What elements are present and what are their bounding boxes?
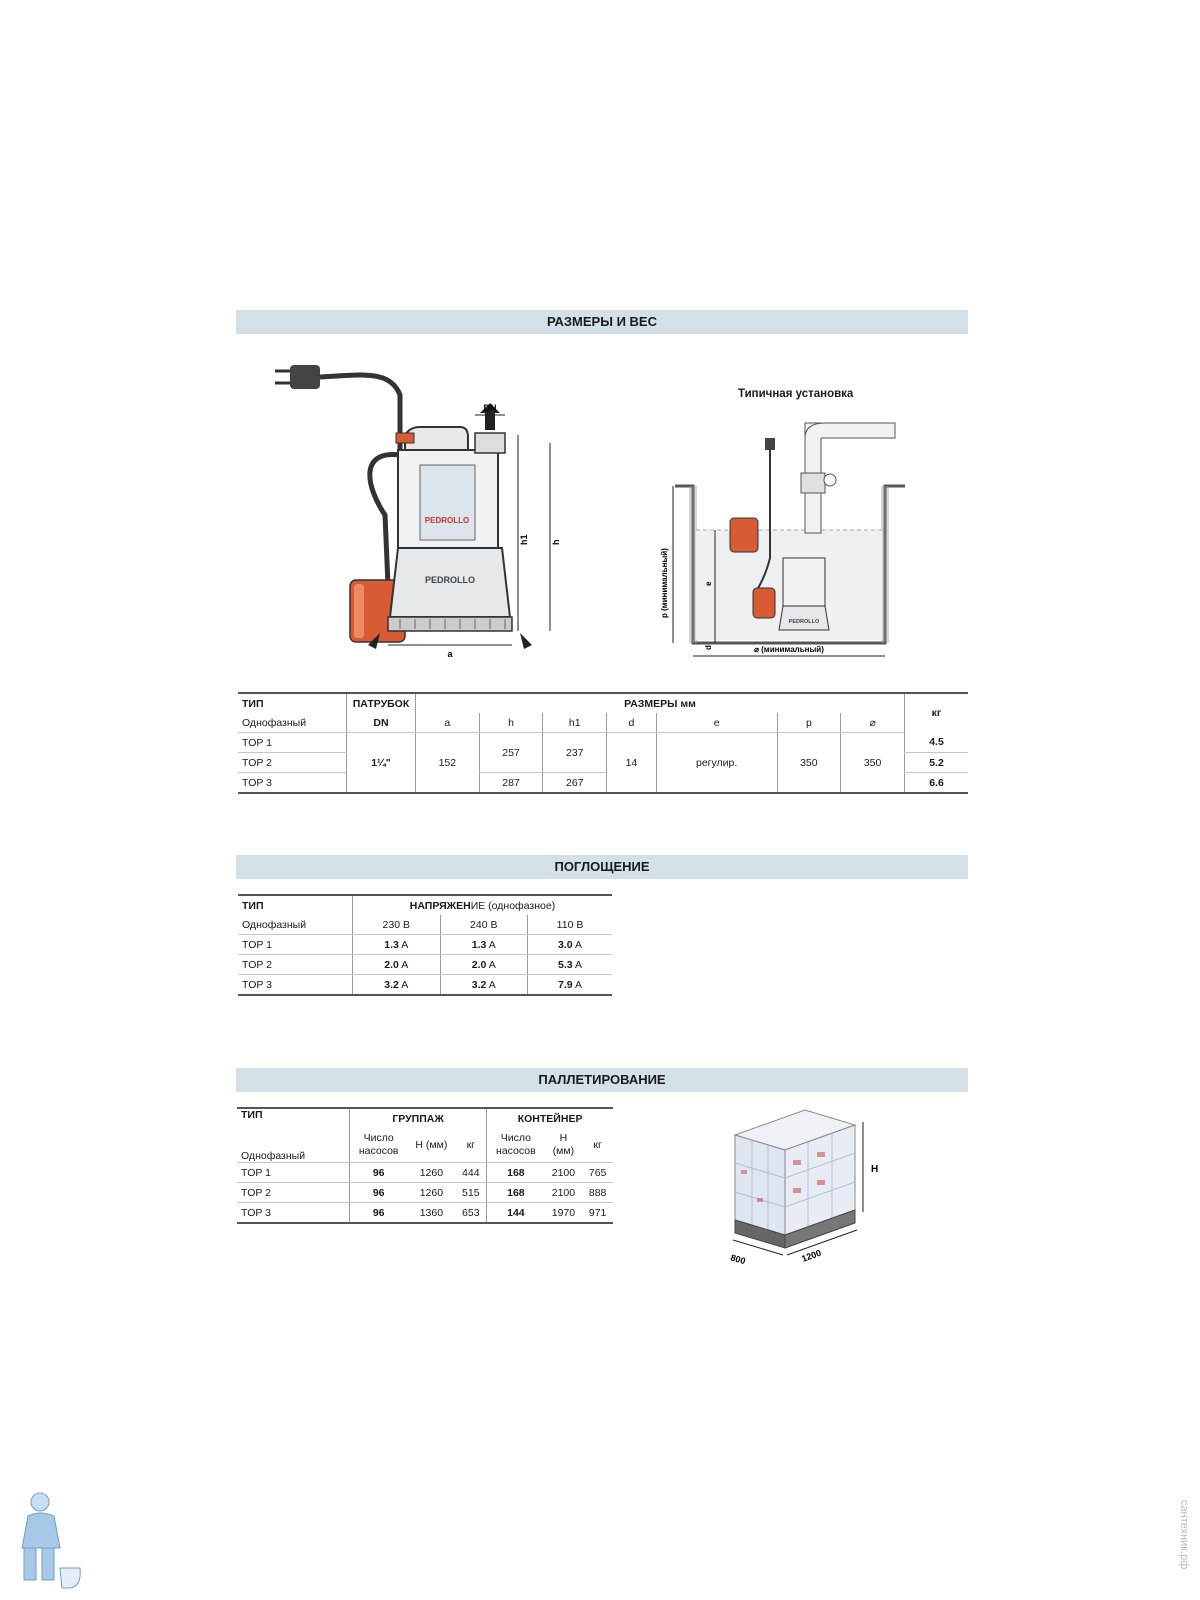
install-caption: Типичная установка <box>738 388 854 400</box>
row-type: TOP 2 <box>238 753 347 773</box>
col-h1: h1 <box>543 713 607 733</box>
brand-label: PEDROLLO <box>424 516 470 525</box>
cell-cont-count: 144 <box>487 1203 545 1224</box>
installation-drawing <box>660 418 915 668</box>
header-single-phase: Однофазный <box>238 915 353 935</box>
col-110v: 110 В <box>528 915 612 935</box>
col-group-count: Число насосов <box>350 1128 408 1163</box>
palletizing-table <box>237 1107 613 1224</box>
cell-d: 14 <box>607 733 657 794</box>
pallet-depth-label: 800 <box>729 1252 747 1267</box>
label-h: h <box>551 539 561 545</box>
pallet-height-label: H <box>871 1164 879 1175</box>
row-type: TOP 2 <box>237 1183 350 1203</box>
table-row <box>237 1163 613 1183</box>
col-p: p <box>777 713 841 733</box>
row-type: TOP 2 <box>238 955 353 975</box>
cell-group-h: 1260 <box>407 1183 455 1203</box>
cell-dn: 1¼" <box>347 733 416 794</box>
cell-a: 152 <box>416 733 480 794</box>
header-type: ТИП <box>242 899 264 912</box>
table-row <box>238 955 612 975</box>
header-groupage: ГРУППАЖ <box>350 1108 487 1128</box>
section-title-absorption: ПОГЛОЩЕНИЕ <box>236 855 968 879</box>
brand-label-small: PEDROLLO <box>788 619 820 625</box>
cell-group-h: 1360 <box>419 1206 444 1219</box>
cell-group-count: 96 <box>350 1183 408 1203</box>
table-row <box>237 1203 613 1224</box>
cell-e: регулир. <box>656 733 777 794</box>
col-cont-count: Число насосов <box>487 1128 545 1163</box>
table-row <box>238 935 612 955</box>
dimensions-table <box>238 692 968 794</box>
cell-cont-kg: 971 <box>588 1206 607 1219</box>
cell-240v: 3.2 A <box>440 975 528 996</box>
section-title-dimensions: РАЗМЕРЫ И ВЕС <box>236 310 968 334</box>
cell-cont-count: 168 <box>487 1163 545 1183</box>
header-container: КОНТЕЙНЕР <box>487 1108 613 1128</box>
row-type: TOP 1 <box>237 1163 350 1183</box>
cell-cont-h: 2100 <box>545 1163 583 1183</box>
label-p: p (минимальный) <box>660 548 669 618</box>
cell-h1-top12: 237 <box>543 733 607 773</box>
row-type: TOP 3 <box>242 776 272 789</box>
cell-h-top3: 287 <box>479 773 543 794</box>
header-dimensions: РАЗМЕРЫ мм <box>416 693 905 713</box>
pallet-width-label: 1200 <box>800 1247 823 1264</box>
cell-110v: 7.9 A <box>528 975 612 996</box>
header-type: ТИП <box>241 1109 263 1121</box>
watermark-text: сантехник.рф <box>1178 1500 1190 1570</box>
row-type: TOP 3 <box>242 978 272 991</box>
cell-cont-count: 168 <box>487 1183 545 1203</box>
cell-cont-h: 2100 <box>545 1183 583 1203</box>
plug-icon <box>275 365 400 455</box>
col-cont-kg: кг <box>582 1128 613 1163</box>
row-type: TOP 3 <box>241 1206 271 1219</box>
col-d: d <box>607 713 657 733</box>
section-title-palletizing: ПАЛЛЕТИРОВАНИЕ <box>236 1068 968 1092</box>
label-a: a <box>447 649 453 659</box>
cell-group-count: 96 <box>350 1163 408 1183</box>
header-voltage: НАПРЯЖЕНИЕ (однофазное) <box>353 895 613 915</box>
row-type: TOP 1 <box>238 733 347 753</box>
cell-110v: 3.0 A <box>528 935 612 955</box>
label-h1: h1 <box>519 534 529 545</box>
cell-240v: 2.0 A <box>440 955 528 975</box>
cell-p: 350 <box>777 733 841 794</box>
col-dia: ⌀ <box>841 713 905 733</box>
absorption-table <box>238 894 612 996</box>
header-single-phase: Однофазный <box>237 1128 350 1163</box>
brand-label-lower: PEDROLLO <box>424 575 476 585</box>
cell-kg: 6.6 <box>905 773 969 794</box>
cell-240v: 1.3 A <box>440 935 528 955</box>
cell-kg: 4.5 <box>905 733 969 753</box>
cell-h1-top3: 267 <box>543 773 607 794</box>
header-type: ТИП <box>242 697 264 710</box>
cell-group-count: 96 <box>350 1203 408 1224</box>
col-240v: 240 В <box>440 915 528 935</box>
header-single-phase: Однофазный <box>238 713 347 733</box>
cell-110v: 5.3 A <box>528 955 612 975</box>
cell-group-h: 1260 <box>407 1163 455 1183</box>
label-e: e <box>704 581 713 586</box>
plumber-logo-icon <box>8 1488 88 1593</box>
inflow-arrow-icon-right <box>520 633 532 649</box>
cell-dia: 350 <box>841 733 905 794</box>
col-e: e <box>656 713 777 733</box>
col-a: a <box>416 713 480 733</box>
header-port: ПАТРУБОК <box>347 693 416 713</box>
cell-230v: 2.0 A <box>353 955 441 975</box>
table-row <box>238 975 612 996</box>
cell-cont-h: 1970 <box>551 1206 576 1219</box>
watermark-area <box>1178 1500 1192 1590</box>
cell-kg: 5.2 <box>905 753 969 773</box>
table-row <box>237 1183 613 1203</box>
label-dn: DN <box>483 403 497 413</box>
label-d: d <box>704 645 713 650</box>
cell-cont-kg: 765 <box>582 1163 613 1183</box>
cell-230v: 3.2 A <box>353 975 441 996</box>
cell-230v: 1.3 A <box>353 935 441 955</box>
col-h: h <box>479 713 543 733</box>
table-row <box>238 733 968 753</box>
col-group-kg: кг <box>455 1128 486 1163</box>
pallet-illustration <box>705 1100 895 1290</box>
label-diameter: ⌀ (минимальный) <box>754 645 824 654</box>
cell-cont-kg: 888 <box>582 1183 613 1203</box>
col-230v: 230 В <box>353 915 441 935</box>
cell-group-kg: 515 <box>455 1183 486 1203</box>
cell-group-kg: 444 <box>455 1163 486 1183</box>
col-group-h: H (мм) <box>407 1128 455 1163</box>
cell-h-top12: 257 <box>479 733 543 773</box>
header-dn: DN <box>347 713 416 733</box>
row-type: TOP 1 <box>238 935 353 955</box>
col-cont-h: H (мм) <box>545 1128 583 1163</box>
pump-dimension-drawing <box>270 355 600 670</box>
cell-group-kg: 653 <box>462 1206 480 1219</box>
header-kg: кг <box>905 693 969 733</box>
